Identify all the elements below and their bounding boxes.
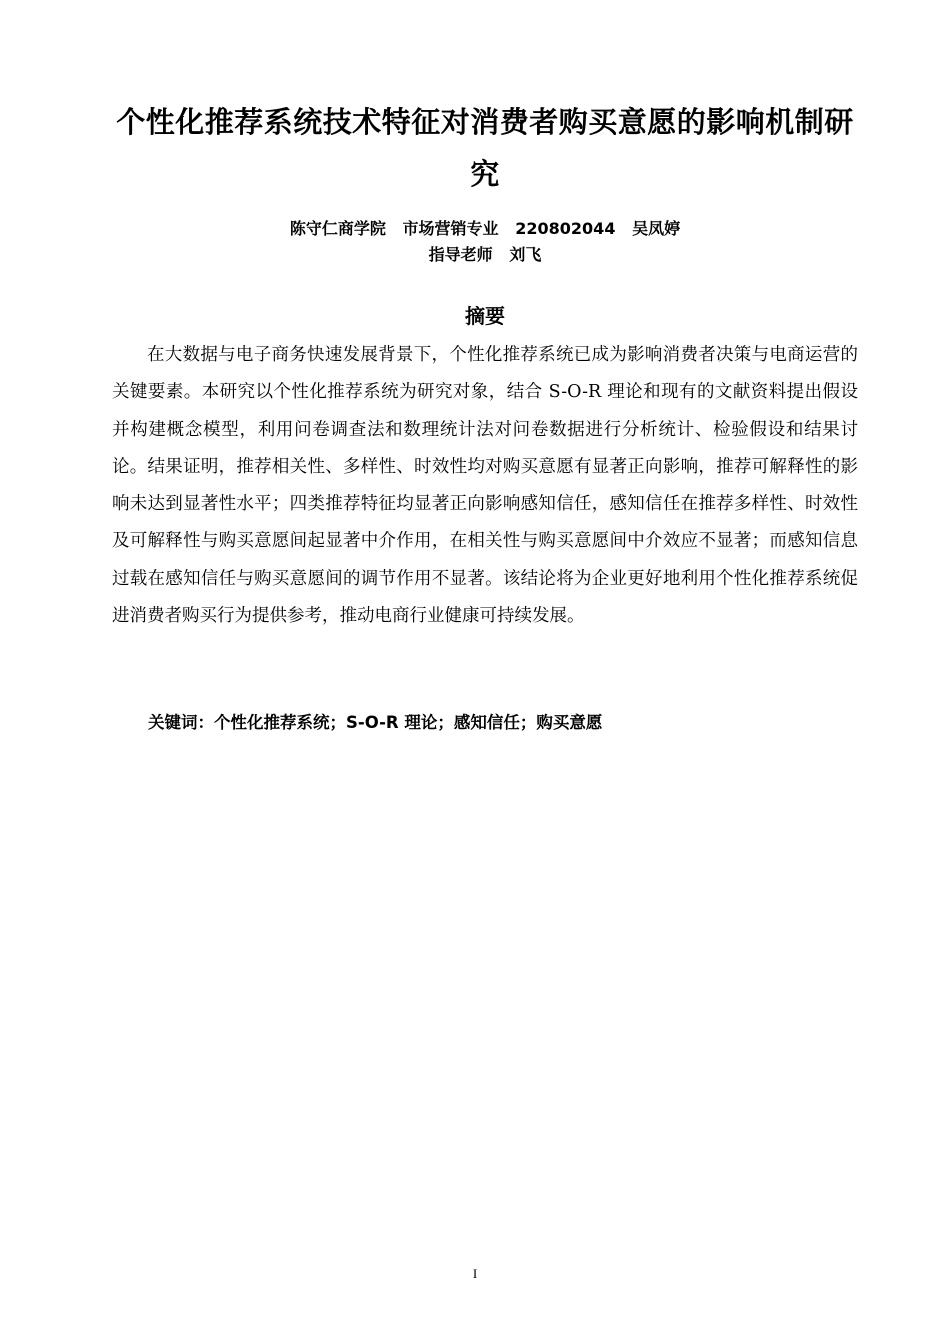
author-line: 陈守仁商学院 市场营销专业 220802044 吴凤婷: [289, 219, 681, 238]
abstract-body: 在大数据与电子商务快速发展背景下，个性化推荐系统已成为影响消费者决策与电商运营的关键要素。本研究以个性化推荐系统为研究对象，结合 S-O-R 理论和现有的文献资料提出假设并构建概念模型，利用问卷调查法和数理统计法对问卷数据进行分析统计、检验假设和结果讨论。结果证明，推荐相关性、多样性、时效性均对购买意愿有显著正向影响，推荐可解释性的影响未达到显著性水平；四类推荐特征均显著正向影响感知信任，感知信任在推荐多样性、时效性及可解释性与购买意愿间起显著中介作用，在相关性与购买意愿间中介效应不显著；而感知信息过载在感知信任与购买意愿间的调节作用不显著。该结论将为企业更好地利用个性化推荐系统促进消费者购买行为提供参考，推动电商行业健康可持续发展。: [112, 345, 858, 627]
abstract-heading: 摘要: [465, 304, 505, 328]
paper-title: 个性化推荐系统技术特征对消费者购买意愿的影响机制研究: [116, 105, 854, 191]
keywords-line: 关键词：个性化推荐系统；S-O-R 理论；感知信任；购买意愿: [148, 713, 603, 732]
advisor-line: 指导老师 刘飞: [428, 245, 542, 264]
page-number: I: [472, 1266, 478, 1281]
